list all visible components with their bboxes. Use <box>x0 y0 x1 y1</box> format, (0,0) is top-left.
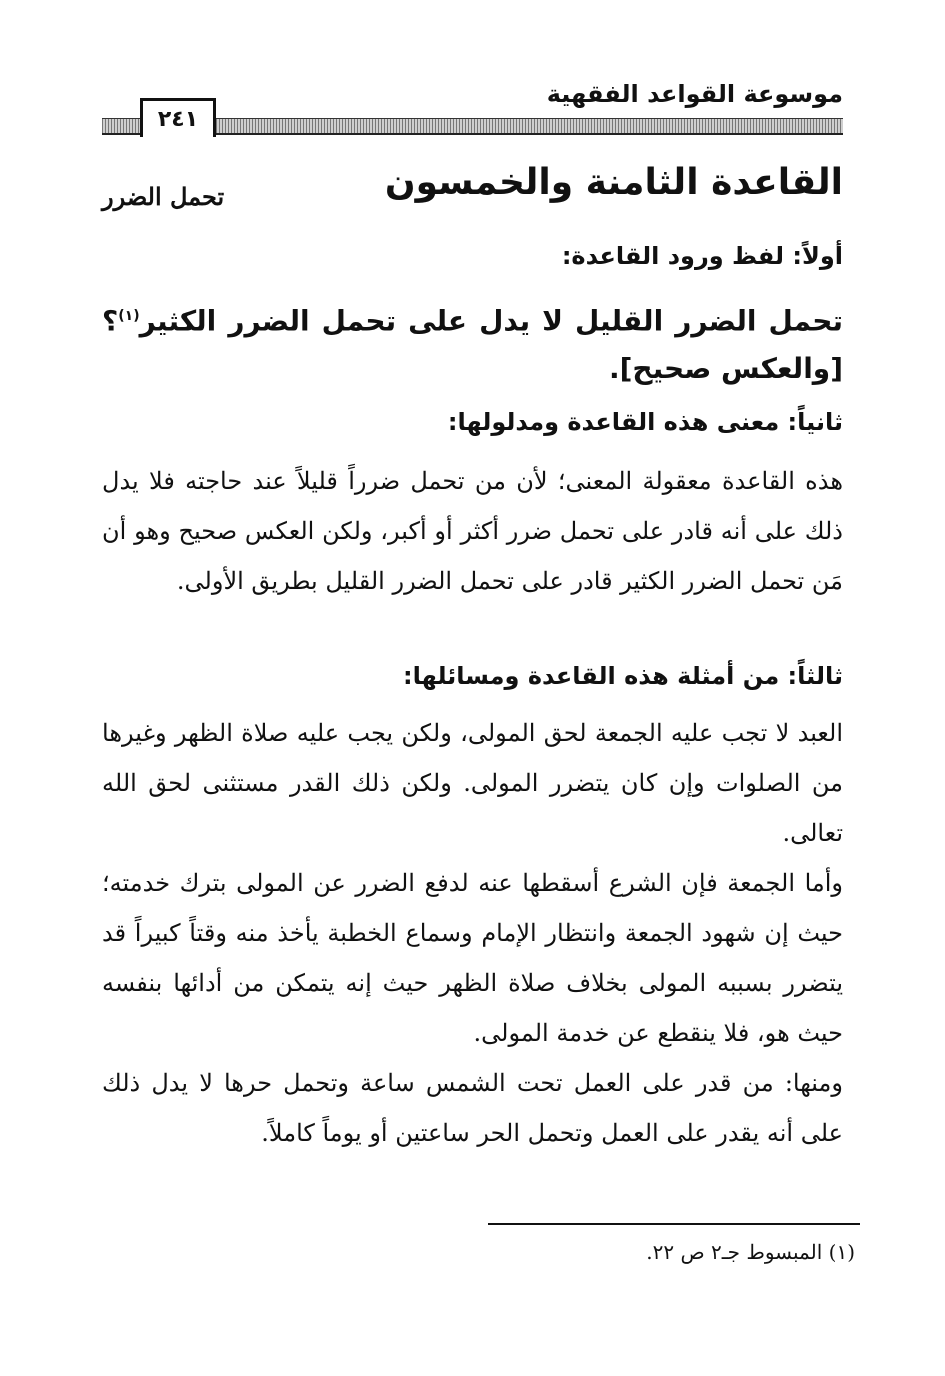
example-paragraph-1: العبد لا تجب عليه الجمعة لحق المولى، ولكن يجب عليه صلاة الظهر وغيرها من الصلوات وإن كان يتضرر المولى. ولكن ذلك القدر مستثنى لحق الله تعالى. <box>102 719 843 847</box>
rule-title: القاعدة الثامنة والخمسون <box>384 162 843 203</box>
footnote: (١) المبسوط جـ٢ ص ٢٢. <box>646 1240 855 1264</box>
running-title: موسوعة القواعد الفقهية <box>546 80 843 108</box>
example-paragraph-3: ومنها: من قدر على العمل تحت الشمس ساعة وتحمل حرها لا يدل ذلك على أنه يقدر على العمل وتحمل الحر ساعتين أو يوماً كاملاً. <box>102 1069 843 1147</box>
example-paragraph-2: وأما الجمعة فإن الشرع أسقطها عنه لدفع الضرر عن المولى بترك خدمته؛ حيث إن شهود الجمعة وانتظار الإمام وسماع الخطبة يأخذ منه وقتاً كبيراً قد يتضرر بسببه المولى بخلاف صلاة الظهر حيث إنه يتمكن من أدائها بنفسه حيث هو، فلا ينقطع عن خدمة المولى. <box>102 869 843 1047</box>
section-heading-wording: أولاً: لفظ ورود القاعدة: <box>561 242 843 270</box>
rule-statement <box>102 292 843 393</box>
rule-statement-text: تحمل الضرر القليل لا يدل على تحمل الضرر الكثير <box>139 304 843 338</box>
footnote-rule <box>488 1223 860 1225</box>
meaning-paragraph: هذه القاعدة معقولة المعنى؛ لأن من تحمل ضرراً قليلاً عند حاجته فلا يدل ذلك على أنه قادر على تحمل ضرر أكثر أو أكبر، ولكن العكس صحيح وهو أن مَن تحمل الضرر الكثير قادر على تحمل الضرر القليل بطريق الأولى. <box>102 467 843 595</box>
footnote-ref[interactable]: (١) <box>118 308 140 324</box>
section-heading-examples: ثالثاً: من أمثلة هذه القاعدة ومسائلها: <box>402 662 843 690</box>
section-heading-meaning: ثانياً: معنى هذه القاعدة ومدلولها: <box>447 408 843 436</box>
rule-statement-tail: ؟ [والعكس صحيح]. <box>102 304 843 386</box>
page-number: ٢٤١ <box>140 98 216 137</box>
rule-topic: تحمل الضرر <box>102 182 225 211</box>
